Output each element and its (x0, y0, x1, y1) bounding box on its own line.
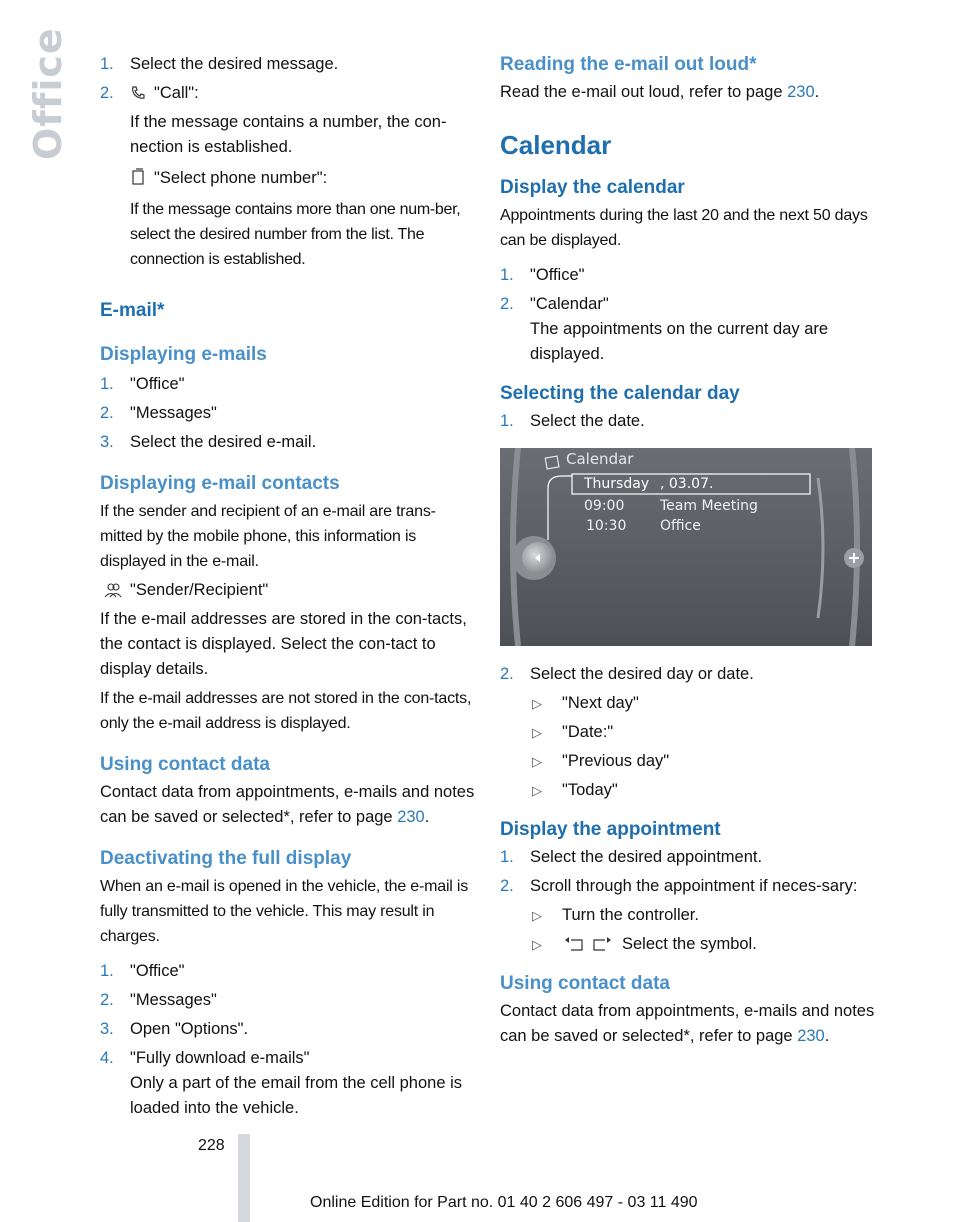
section-heading: Using contact data (500, 973, 670, 994)
bullet-item: ▷ "Date:" (500, 720, 878, 745)
section-heading: Display the appointment (500, 819, 721, 840)
section-heading: Using contact data (100, 754, 270, 775)
list-item: 1. Select the desired message. (100, 55, 339, 73)
right-column (500, 52, 878, 1049)
page-link[interactable]: 230 (797, 1027, 825, 1045)
bullet-item: ▷ Select the symbol. (500, 932, 878, 957)
page-link[interactable]: 230 (397, 808, 425, 826)
section-heading: Displaying e-mails (100, 344, 267, 365)
left-column (100, 52, 475, 1121)
phone-list-icon (130, 168, 146, 186)
select-number: "Select phone number": (100, 166, 475, 191)
list-item: 4. "Fully download e-mails" (100, 1049, 310, 1067)
screen-row: 09:00 Team Meeting (584, 498, 758, 514)
footer-divider (238, 1134, 250, 1222)
list-item: 3. Select the desired e-mail. (100, 433, 317, 451)
screen-title: Calendar (566, 450, 634, 468)
call-description: If the message contains a number, the con-nection is established. (130, 113, 447, 156)
bullet-triangle-icon: ▷ (532, 908, 542, 923)
section-heading: Displaying e-mail contacts (100, 473, 340, 494)
section-heading: Selecting the calendar day (500, 383, 740, 404)
screen-row: 10:30 Office (586, 518, 701, 534)
footer-edition: Online Edition for Part no. 01 40 2 606 497 - 03 11 490 (310, 1194, 698, 1211)
bullet-triangle-icon: ▷ (532, 937, 542, 952)
paragraph: When an e-mail is opened in the vehicle, the e-mail is fully transmitted to the vehicle. This may result in charges. (100, 878, 469, 945)
section-heading: E-mail* (100, 300, 165, 321)
list-item: 2. "Messages" (100, 404, 217, 422)
paragraph: If the e-mail addresses are stored in the con-tacts, the contact is displayed. Select the con-tact to display details. (100, 610, 467, 678)
list-item: 1. Select the date. (500, 412, 645, 430)
bullet-item: ▷ "Previous day" (500, 749, 878, 774)
list-item: 2. "Call": (100, 84, 199, 102)
scroll-back-icon (562, 936, 584, 952)
screen-date: , 03.07. (660, 476, 714, 492)
list-item: 2. Select the desired day or date. (500, 665, 754, 683)
page-link[interactable]: 230 (787, 83, 815, 101)
screen-day: Thursday (584, 476, 650, 492)
bullet-item: ▷ "Next day" (500, 691, 878, 716)
contacts-icon (104, 582, 122, 598)
paragraph: If the sender and recipient of an e-mail are trans-mitted by the mobile phone, this information is displayed in the e-mail. (100, 503, 436, 570)
list-item: 1. "Office" (100, 375, 185, 393)
section-heading: Reading the e-mail out loud* (500, 54, 757, 75)
bullet-triangle-icon: ▷ (532, 725, 542, 740)
paragraph: Appointments during the last 20 and the next 50 days can be displayed. (500, 207, 868, 249)
sender-recipient: "Sender/Recipient" (100, 578, 475, 603)
list-item: 1. Select the desired appointment. (500, 848, 763, 866)
bullet-triangle-icon: ▷ (532, 696, 542, 711)
scroll-forward-icon (592, 936, 614, 952)
list-item: 2. Scroll through the appointment if neces-sary: (500, 877, 858, 895)
select-number-description: If the message contains more than one num-ber, select the desired number from the list. The connection is established. (130, 201, 461, 268)
list-item: 1. "Office" (500, 266, 585, 284)
paragraph: If the e-mail addresses are not stored in the con-tacts, only the e-mail address is displayed. (100, 690, 472, 732)
paragraph: Contact data from appointments, e-mails and notes can be saved or selected*, refer to page 230. (500, 1002, 875, 1045)
paragraph: Contact data from appointments, e-mails and notes can be saved or selected*, refer to page 230. (100, 783, 475, 826)
bullet-triangle-icon: ▷ (532, 754, 542, 769)
side-tab (22, 27, 70, 170)
paragraph: Read the e-mail out loud, refer to page 230. (500, 83, 820, 101)
chapter-heading: Calendar (500, 130, 612, 160)
calendar-screen-image (500, 448, 872, 646)
download-description: Only a part of the email from the cell phone is loaded into the vehicle. (130, 1074, 462, 1117)
side-tab-label: Office (26, 27, 70, 160)
bullet-triangle-icon: ▷ (532, 783, 542, 798)
list-item: 1. "Office" (100, 962, 185, 980)
phone-icon (130, 85, 146, 101)
bullet-item: ▷ Turn the controller. (500, 903, 878, 928)
section-heading: Deactivating the full display (100, 848, 352, 869)
list-item: 3. Open "Options". (100, 1020, 249, 1038)
page-number: 228 (198, 1137, 225, 1154)
section-heading: Display the calendar (500, 177, 685, 198)
bullet-item: ▷ "Today" (500, 778, 878, 803)
list-item: 2. "Calendar" (500, 295, 609, 313)
list-item: 2. "Messages" (100, 991, 217, 1009)
calendar-description: The appointments on the current day are displayed. (530, 320, 829, 363)
